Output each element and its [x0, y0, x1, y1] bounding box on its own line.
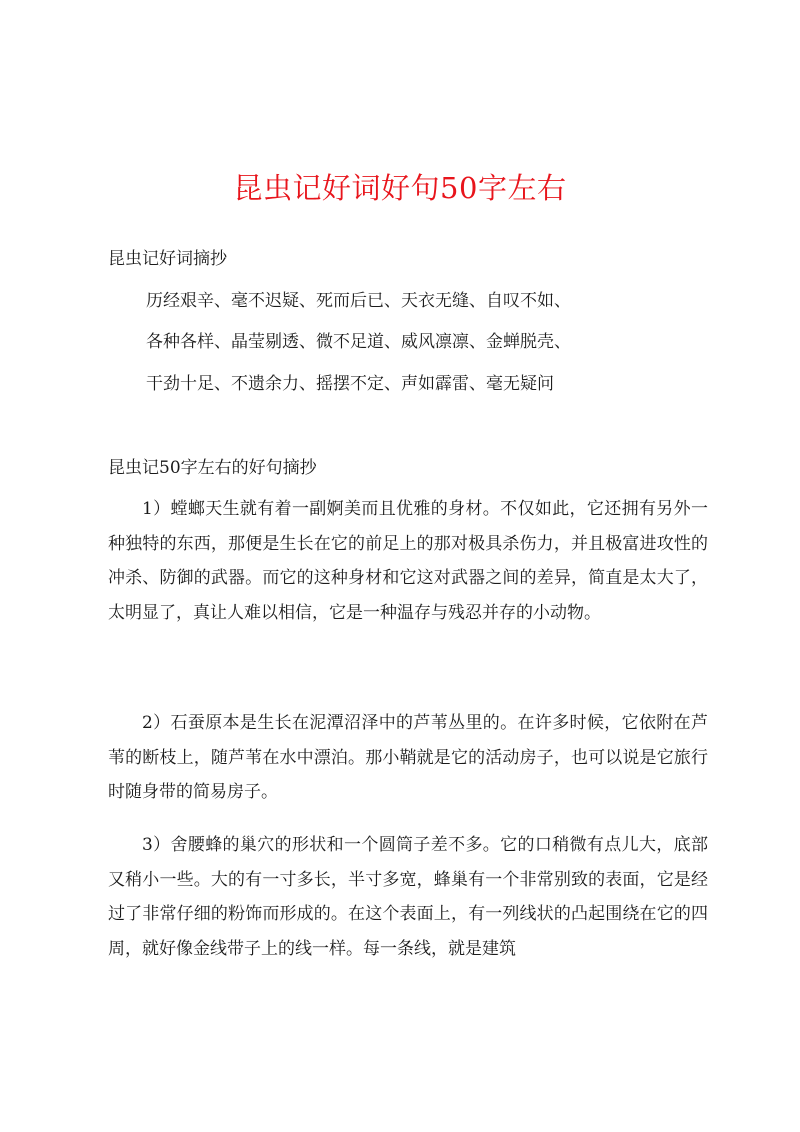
word-list-line: 干劲十足、不遗余力、摇摆不定、声如霹雷、毫无疑问 [146, 374, 554, 394]
section-heading-good-words: 昆虫记好词摘抄 [108, 249, 227, 269]
word-list-line: 各种各样、晶莹剔透、微不足道、威风凛凛、金蝉脱壳、 [146, 332, 571, 352]
document-title: 昆虫记好词好句50字左右 [233, 171, 567, 205]
sentence-paragraph: 3）舍腰蜂的巢穴的形状和一个圆筒子差不多。它的口稍微有点儿大，底部又稍小一些。大的有一寸多长，半寸多宽，蜂巢有一个非常别致的表面，它是经过了非常仔细的粉饰而形成的。在这个表面上，有一列线状的凸起围绕在它的四周，就好像金线带子上的线一样。每一条线，就是建筑 [108, 835, 708, 959]
section-heading-good-sentences: 昆虫记50字左右的好句摘抄 [108, 458, 317, 478]
sentence-paragraph: 2）石蚕原本是生长在泥潭沼泽中的芦苇丛里的。在许多时候，它依附在芦苇的断枝上，随芦苇在水中漂泊。那小鞘就是它的活动房子，也可以说是它旅行时随身带的简易房子。 [108, 713, 708, 802]
sentence-paragraph: 1）螳螂天生就有着一副婀美而且优雅的身材。不仅如此，它还拥有另外一种独特的东西，那便是生长在它的前足上的那对极具杀伤力，并且极富进攻性的冲杀、防御的武器。而它的这种身材和它这对武器之间的差异，简直是太大了，太明显了，真让人难以相信，它是一种温存与残忍并存的小动物。 [108, 499, 708, 623]
word-list-line: 历经艰辛、毫不迟疑、死而后已、天衣无缝、自叹不如、 [146, 291, 571, 311]
